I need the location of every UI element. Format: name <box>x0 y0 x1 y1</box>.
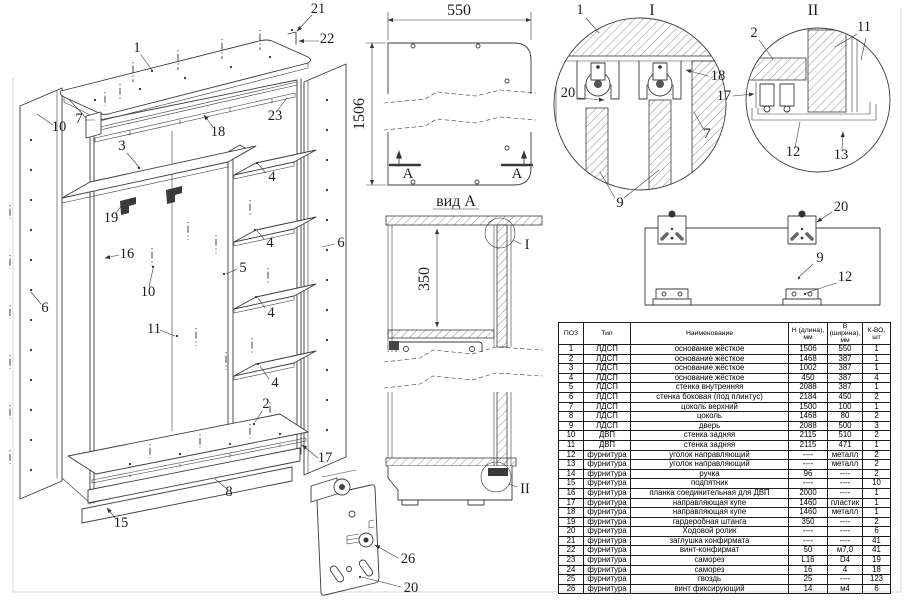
cell-qty: 2 <box>863 412 891 422</box>
cell-type: фурнитура <box>584 488 631 498</box>
cell-width: пластик <box>828 498 863 508</box>
cell-name: винт фиксирующий <box>631 584 789 594</box>
cell-width: 387 <box>828 364 863 374</box>
section-detail-ref: II <box>520 481 530 497</box>
cell-pos: 24 <box>559 565 584 575</box>
cell-pos: 3 <box>559 364 584 374</box>
cell-width: 510 <box>828 431 863 441</box>
cell-qty: 1 <box>863 345 891 355</box>
cell-name: основание жёсткое <box>631 364 789 374</box>
cell-pos: 23 <box>559 556 584 566</box>
cell-type: ЛДСП <box>584 345 631 355</box>
callout-label: 17 <box>716 88 732 104</box>
cell-qty: 123 <box>863 575 891 585</box>
cell-length: 2000 <box>789 488 828 498</box>
cell-type: фурнитура <box>584 527 631 537</box>
table-row <box>559 556 891 566</box>
cell-type: ЛДСП <box>584 364 631 374</box>
cell-type: фурнитура <box>584 565 631 575</box>
cell-width: 387 <box>828 354 863 364</box>
callout-label: 6 <box>337 235 345 251</box>
cell-pos: 10 <box>559 431 584 441</box>
cell-pos: 11 <box>559 440 584 450</box>
cell-name: винт-конфирмат <box>631 546 789 556</box>
cell-name: ручка <box>631 469 789 479</box>
table-row <box>559 527 891 537</box>
cell-name: направляющая купе <box>631 498 789 508</box>
cell-length: 2115 <box>789 431 828 441</box>
cell-pos: 20 <box>559 527 584 537</box>
table-row <box>559 460 891 470</box>
cell-width: 500 <box>828 421 863 431</box>
table-row <box>559 354 891 364</box>
callout-label: 15 <box>113 515 129 531</box>
cell-type: ЛДСП <box>584 392 631 402</box>
cell-qty: 2 <box>863 431 891 441</box>
cell-length: 1460 <box>789 508 828 518</box>
cell-width: металл <box>828 508 863 518</box>
cell-length: 2088 <box>789 421 828 431</box>
cell-width: ---- <box>828 469 863 479</box>
cell-length: 1506 <box>789 345 828 355</box>
table-row <box>559 345 891 355</box>
cell-pos: 17 <box>559 498 584 508</box>
cell-qty: 3 <box>863 421 891 431</box>
cell-length: 1460 <box>789 498 828 508</box>
cell-pos: 18 <box>559 508 584 518</box>
cell-type: фурнитура <box>584 556 631 566</box>
callout-label: 2 <box>262 396 270 412</box>
cell-length: 2088 <box>789 383 828 393</box>
cell-length: ---- <box>789 527 828 537</box>
cell-qty: 41 <box>863 546 891 556</box>
cell-name: Ходовой ролик <box>631 527 789 537</box>
iso-exploded-wardrobe <box>10 1 346 531</box>
callout-label: 13 <box>833 147 849 163</box>
cell-qty: 2 <box>863 460 891 470</box>
parts-table <box>558 322 891 594</box>
callout-label: 11 <box>857 19 871 35</box>
cell-type: фурнитура <box>584 536 631 546</box>
cell-type: фурнитура <box>584 469 631 479</box>
table-row <box>559 546 891 556</box>
cell-name: основание жёсткое <box>631 354 789 364</box>
table-row <box>559 508 891 518</box>
cell-qty: 19 <box>863 556 891 566</box>
table-row <box>559 431 891 441</box>
cell-qty: 18 <box>863 565 891 575</box>
cell-type: фурнитура <box>584 460 631 470</box>
column-header: Тип <box>584 323 631 345</box>
column-header: ПОЗ <box>559 323 584 345</box>
callout-label: 2 <box>750 25 758 41</box>
cell-type: ЛДСП <box>584 421 631 431</box>
section-view-drawing <box>382 216 544 505</box>
table-row <box>559 479 891 489</box>
cell-width: D4 <box>828 556 863 566</box>
cell-type: ЛДСП <box>584 402 631 412</box>
cell-qty: 6 <box>863 527 891 537</box>
callout-label: 19 <box>103 210 119 226</box>
cell-pos: 1 <box>559 345 584 355</box>
callout-label: 11 <box>147 321 161 337</box>
cell-qty: 2 <box>863 392 891 402</box>
cell-type: ЛДСП <box>584 383 631 393</box>
cell-type: ДВП <box>584 440 631 450</box>
cell-length: 2184 <box>789 392 828 402</box>
cell-name: цоколь верхний <box>631 402 789 412</box>
cut-letter: А <box>511 166 523 182</box>
table-row <box>559 440 891 450</box>
cut-letter: А <box>402 166 414 182</box>
callout-label: 10 <box>140 284 156 300</box>
cell-name: цоколь <box>631 412 789 422</box>
cell-name: стенка задняя <box>631 440 789 450</box>
view-a-drawing <box>351 2 536 210</box>
cell-qty: 1 <box>863 402 891 412</box>
cell-length: 2115 <box>789 440 828 450</box>
cell-qty: 2 <box>863 517 891 527</box>
cell-qty: 1 <box>863 383 891 393</box>
cell-length: 1500 <box>789 402 828 412</box>
cell-length: 1468 <box>789 354 828 364</box>
cell-length: ---- <box>789 536 828 546</box>
cell-name: саморез <box>631 565 789 575</box>
table-row <box>559 402 891 412</box>
cell-qty: 1 <box>863 364 891 374</box>
door-panel-drawing <box>645 199 880 305</box>
cell-length: ---- <box>789 450 828 460</box>
dimension-label: 550 <box>447 2 471 19</box>
cell-name: заглушка конфирмата <box>631 536 789 546</box>
callout-label: 20 <box>833 199 849 215</box>
cell-pos: 14 <box>559 469 584 479</box>
callout-label: 20 <box>403 580 419 596</box>
callout-label: 12 <box>785 144 801 160</box>
cell-pos: 13 <box>559 460 584 470</box>
cell-length: 14 <box>789 584 828 594</box>
cell-width: 387 <box>828 383 863 393</box>
cell-length: ---- <box>789 479 828 489</box>
callout-label: 22 <box>319 31 335 47</box>
cell-width: 387 <box>828 373 863 383</box>
cell-width: м4 <box>828 584 863 594</box>
cell-length: 96 <box>789 469 828 479</box>
cell-qty: 1 <box>863 498 891 508</box>
cell-qty: 1 <box>863 354 891 364</box>
roller-bracket-top <box>658 211 686 245</box>
callout-label: 4 <box>267 305 275 321</box>
cell-type: фурнитура <box>584 546 631 556</box>
callout-label: 9 <box>816 250 824 266</box>
dimension-label: 350 <box>416 267 433 291</box>
cell-name: планка соединительная для ДВП <box>631 488 789 498</box>
table-row <box>559 364 891 374</box>
cell-pos: 15 <box>559 479 584 489</box>
cell-type: фурнитура <box>584 450 631 460</box>
cell-width: 550 <box>828 345 863 355</box>
table-row <box>559 412 891 422</box>
callout-label: 12 <box>837 269 853 285</box>
view-title: вид А <box>436 193 476 210</box>
cell-length: 1002 <box>789 364 828 374</box>
cell-qty: 6 <box>863 584 891 594</box>
column-header: В (ширина), мм <box>828 323 863 345</box>
cell-pos: 4 <box>559 373 584 383</box>
cell-width: металл <box>828 460 863 470</box>
cell-width: ---- <box>828 575 863 585</box>
cell-pos: 12 <box>559 450 584 460</box>
cell-width: ---- <box>828 517 863 527</box>
table-row <box>559 373 891 383</box>
cell-name: подпятник <box>631 479 789 489</box>
cell-type: фурнитура <box>584 517 631 527</box>
cell-width: 100 <box>828 402 863 412</box>
callout-label: 18 <box>710 68 726 84</box>
cell-width: м7,0 <box>828 546 863 556</box>
bottom-guide <box>783 289 821 305</box>
cell-type: фурнитура <box>584 479 631 489</box>
callout-label: 18 <box>210 124 226 140</box>
detail-circle-ii <box>717 2 890 172</box>
table-row <box>559 565 891 575</box>
roller-bracket-top <box>788 211 816 245</box>
cell-length: 16 <box>789 565 828 575</box>
cell-type: фурнитура <box>584 498 631 508</box>
cell-pos: 8 <box>559 412 584 422</box>
callout-label: 20 <box>560 85 576 101</box>
cell-type: фурнитура <box>584 508 631 518</box>
cell-width: 471 <box>828 440 863 450</box>
callout-label: 3 <box>118 138 126 154</box>
cell-length: ---- <box>789 460 828 470</box>
cell-length: 1468 <box>789 412 828 422</box>
cell-length: L16 <box>789 556 828 566</box>
cell-pos: 21 <box>559 536 584 546</box>
cell-name: направляющая купе <box>631 508 789 518</box>
callout-label: 10 <box>51 119 67 135</box>
cell-width: 450 <box>828 392 863 402</box>
cell-name: стенка боковая (под плинтус) <box>631 392 789 402</box>
cell-qty: 41 <box>863 536 891 546</box>
cell-name: основание жёсткое <box>631 345 789 355</box>
cell-pos: 7 <box>559 402 584 412</box>
cell-pos: 16 <box>559 488 584 498</box>
cell-type: ЛДСП <box>584 373 631 383</box>
cell-pos: 22 <box>559 546 584 556</box>
cell-type: ЛДСП <box>584 412 631 422</box>
cell-name: стенка внутренняя <box>631 383 789 393</box>
callout-label: 23 <box>267 108 283 124</box>
column-header: К-ВО, шт <box>863 323 891 345</box>
cell-name: уголок направляющий <box>631 450 789 460</box>
detail-title: II <box>807 2 819 19</box>
callout-label: 1 <box>133 40 141 56</box>
callout-label: 5 <box>239 260 247 276</box>
callout-label: 21 <box>310 1 326 17</box>
cell-width: ---- <box>828 536 863 546</box>
cell-pos: 5 <box>559 383 584 393</box>
cell-qty: 1 <box>863 488 891 498</box>
column-header: Наименование <box>631 323 789 345</box>
table-row <box>559 517 891 527</box>
callout-label: 4 <box>266 235 274 251</box>
cell-width: 4 <box>828 565 863 575</box>
callout-label: 17 <box>317 450 333 466</box>
table-row <box>559 575 891 585</box>
cell-width: 80 <box>828 412 863 422</box>
cell-width: металл <box>828 450 863 460</box>
table-row <box>559 450 891 460</box>
cell-pos: 19 <box>559 517 584 527</box>
callout-label: 4 <box>271 375 279 391</box>
cell-type: фурнитура <box>584 575 631 585</box>
cell-pos: 26 <box>559 584 584 594</box>
cell-length: 25 <box>789 575 828 585</box>
detail-title: I <box>649 2 655 19</box>
cell-qty: 4 <box>863 373 891 383</box>
table-row <box>559 584 891 594</box>
callout-label: 9 <box>616 195 624 211</box>
table-row <box>559 536 891 546</box>
parts-table-header-row <box>559 323 891 345</box>
table-row <box>559 469 891 479</box>
cell-name: саморез <box>631 556 789 566</box>
callout-label: 26 <box>400 551 416 567</box>
cell-width: ---- <box>828 479 863 489</box>
cell-pos: 25 <box>559 575 584 585</box>
cell-name: дверь <box>631 421 789 431</box>
dimension-label: 1506 <box>351 98 368 130</box>
callout-label: 7 <box>75 111 83 127</box>
cell-type: фурнитура <box>584 584 631 594</box>
cell-name: основание жёсткое <box>631 373 789 383</box>
cell-name: уголок направляющий <box>631 460 789 470</box>
table-row <box>559 421 891 431</box>
section-detail-ref: I <box>524 237 530 253</box>
cell-type: ДВП <box>584 431 631 441</box>
callout-label: 7 <box>703 126 711 142</box>
cell-name: гардеробная штанга <box>631 517 789 527</box>
callout-label: 16 <box>119 246 135 262</box>
cell-pos: 6 <box>559 392 584 402</box>
callout-label: 1 <box>576 2 584 18</box>
cell-name: гвоздь <box>631 575 789 585</box>
table-row <box>559 488 891 498</box>
bottom-guide <box>653 289 691 305</box>
cell-qty: 10 <box>863 479 891 489</box>
cell-length: 350 <box>789 517 828 527</box>
callout-label: 4 <box>268 169 276 185</box>
cell-pos: 9 <box>559 421 584 431</box>
cell-length: 450 <box>789 373 828 383</box>
detail-circle-i <box>548 2 738 211</box>
cell-width: ---- <box>828 527 863 537</box>
callout-label: 8 <box>225 484 233 500</box>
cell-length: 50 <box>789 546 828 556</box>
cell-qty: 2 <box>863 450 891 460</box>
table-row <box>559 383 891 393</box>
cell-qty: 1 <box>863 508 891 518</box>
cell-width: ---- <box>828 488 863 498</box>
cell-qty: 2 <box>863 469 891 479</box>
cell-qty: 1 <box>863 440 891 450</box>
table-row <box>559 498 891 508</box>
column-header: Н (длина), мм <box>789 323 828 345</box>
cell-pos: 2 <box>559 354 584 364</box>
callout-label: 6 <box>41 300 49 316</box>
table-row <box>559 392 891 402</box>
cell-type: ЛДСП <box>584 354 631 364</box>
cell-name: стенка задняя <box>631 431 789 441</box>
